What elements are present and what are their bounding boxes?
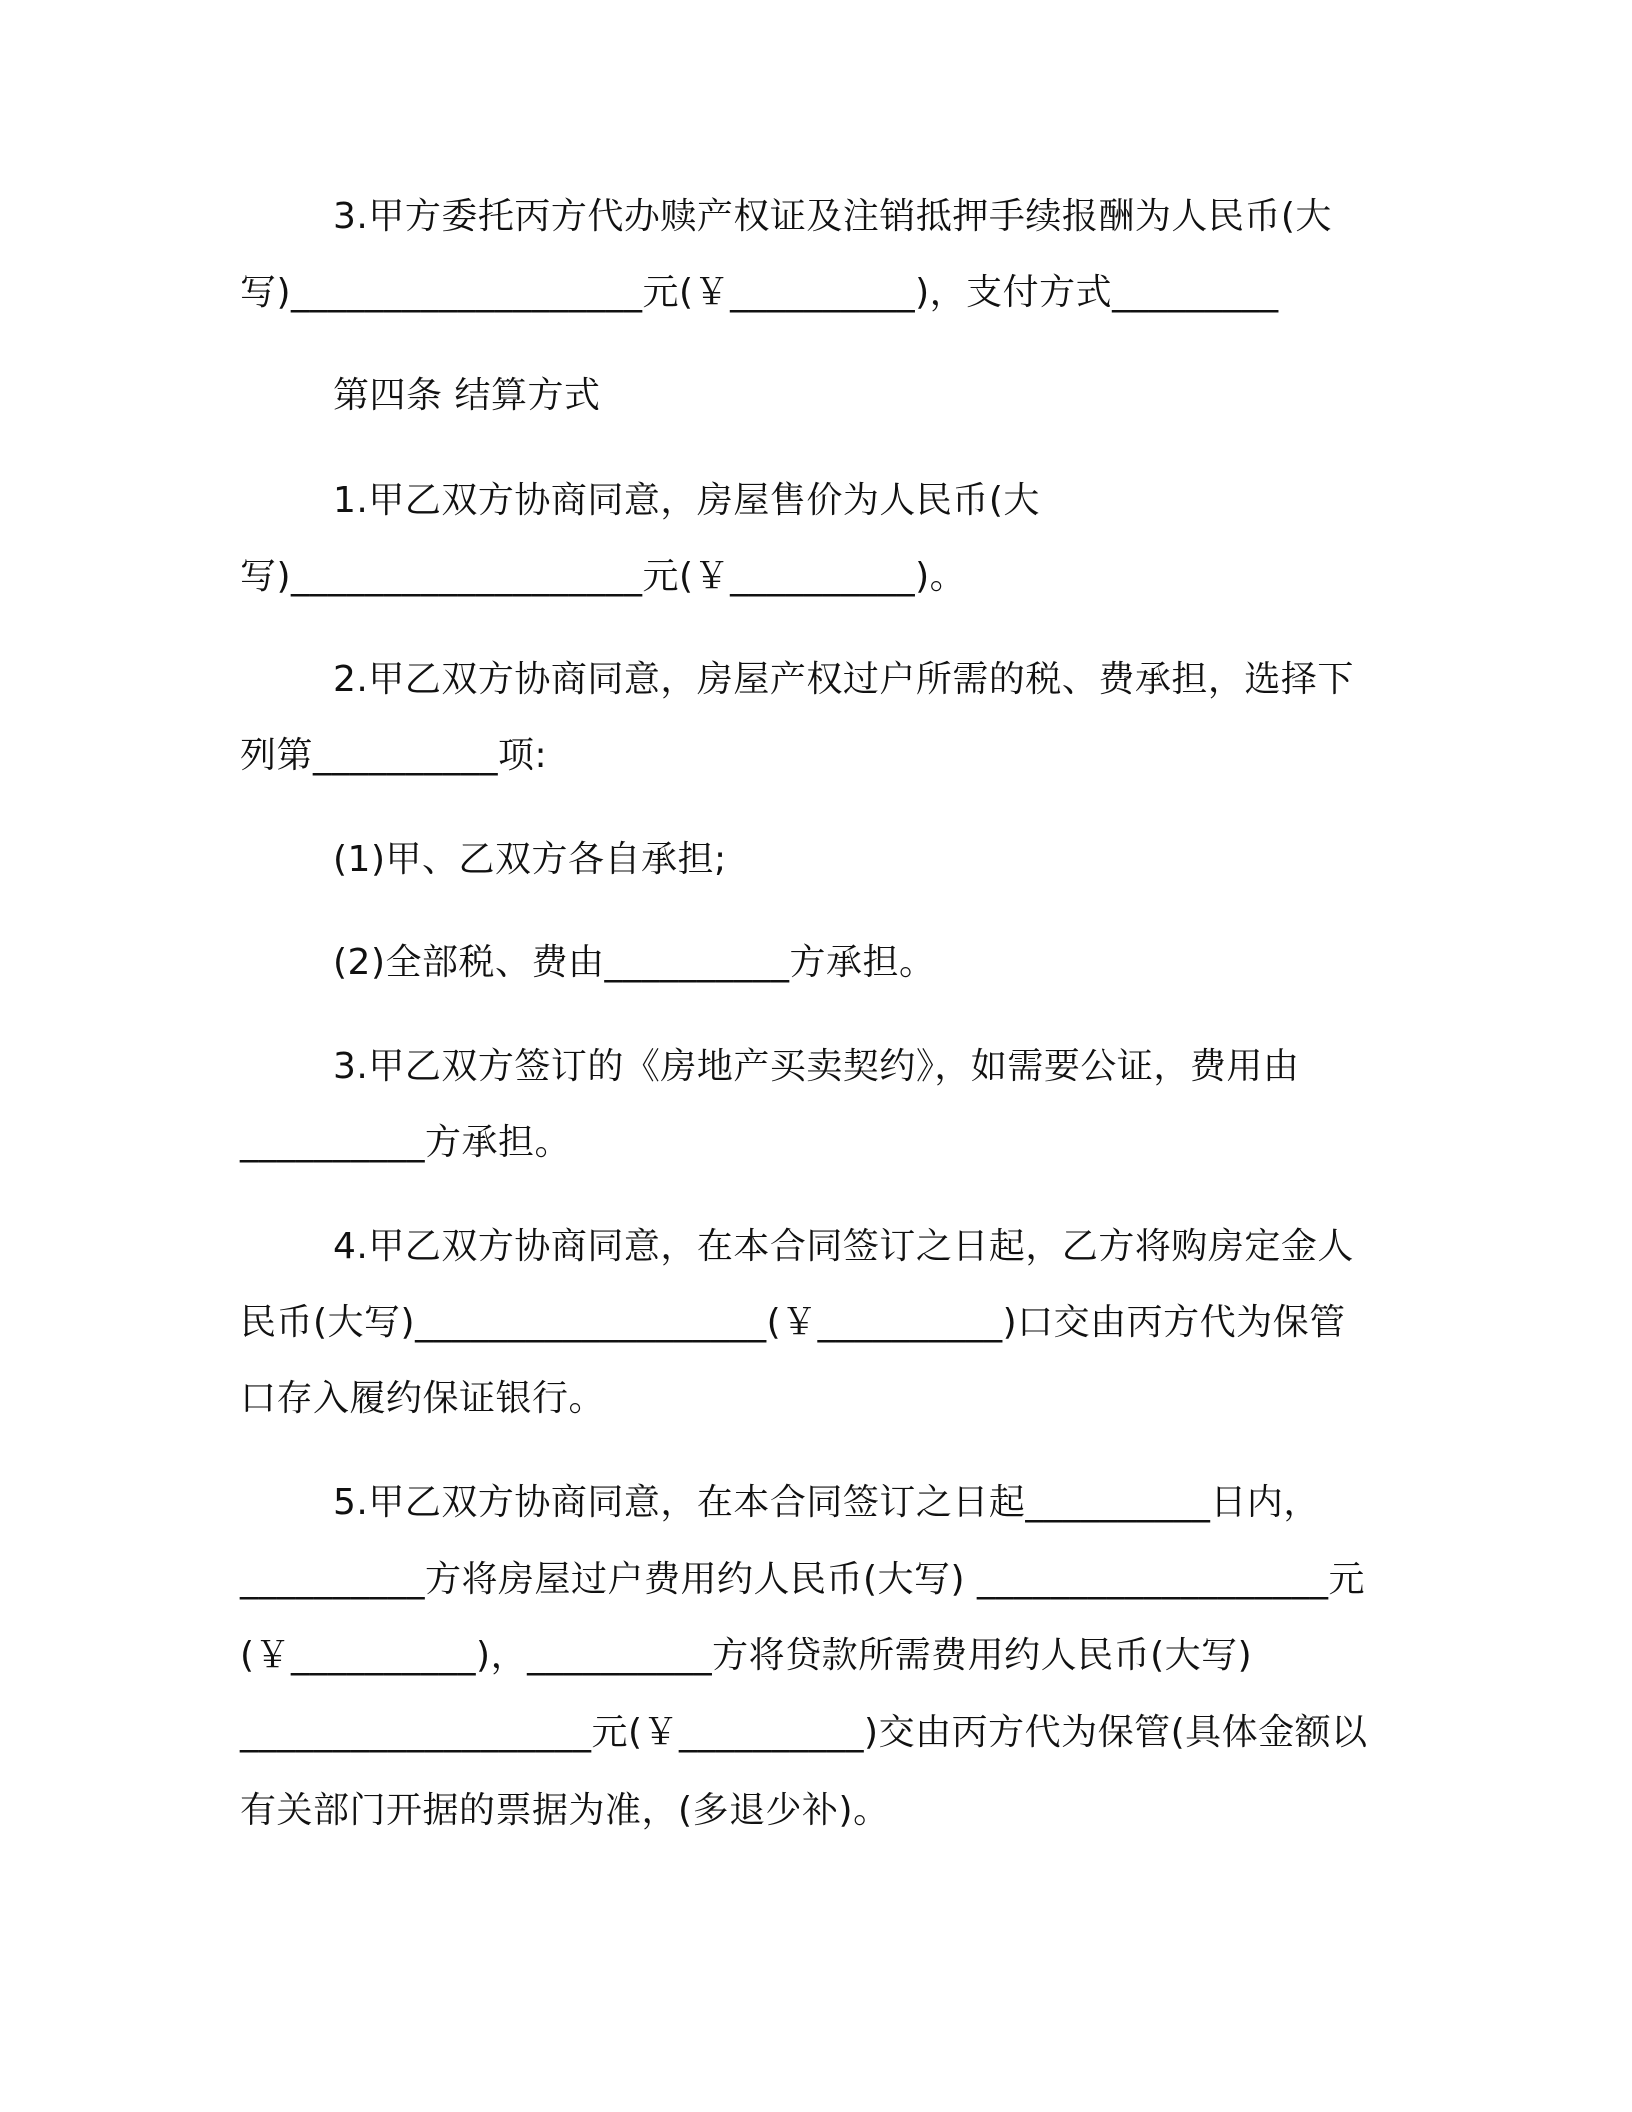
section-title: 第四条 结算方式 bbox=[333, 375, 601, 416]
paragraph-line: 4.甲乙双方协商同意，在本合同签订之日起，乙方将购房定金人 bbox=[333, 1226, 1354, 1267]
paragraph-line: 口存入履约保证银行。 bbox=[240, 1378, 606, 1419]
paragraph-line: 2.甲乙双方协商同意，房屋产权过户所需的税、费承担，选择下 bbox=[333, 659, 1354, 700]
paragraph-line: 1.甲乙双方协商同意，房屋售价为人民币(大 bbox=[333, 480, 1040, 521]
paragraph-line: 写)___________________元(￥__________)。 bbox=[240, 556, 967, 597]
paragraph-line: 3.甲乙双方签订的《房地产买卖契约》，如需要公证，费用由 bbox=[333, 1046, 1300, 1087]
paragraph-line: __________方将房屋过户费用约人民币(大写) ___________________元 bbox=[240, 1559, 1366, 1600]
paragraph-line: 列第__________项: bbox=[240, 735, 548, 776]
paragraph-line: 民币(大写)___________________(￥__________)口交由丙方代为保管 bbox=[240, 1302, 1346, 1343]
paragraph-line: (1)甲、乙双方各自承担; bbox=[333, 839, 727, 880]
paragraph-line: ___________________元(￥__________)交由丙方代为保管(具体金额以 bbox=[240, 1712, 1368, 1753]
paragraph-line: 有关部门开据的票据为准，(多退少补)。 bbox=[240, 1790, 890, 1831]
paragraph-line: 5.甲乙双方协商同意，在本合同签订之日起__________日内， bbox=[333, 1482, 1320, 1523]
paragraph-line: (￥__________)，__________方将贷款所需费用约人民币(大写) bbox=[240, 1635, 1253, 1676]
paragraph-line: (2)全部税、费由__________方承担。 bbox=[333, 942, 936, 983]
paragraph-line: 3.甲方委托丙方代办赎产权证及注销抵押手续报酬为人民币(大 bbox=[333, 196, 1332, 237]
paragraph-line: __________方承担。 bbox=[240, 1122, 572, 1163]
paragraph-line: 写)___________________元(￥__________)，支付方式_________ bbox=[240, 272, 1279, 313]
